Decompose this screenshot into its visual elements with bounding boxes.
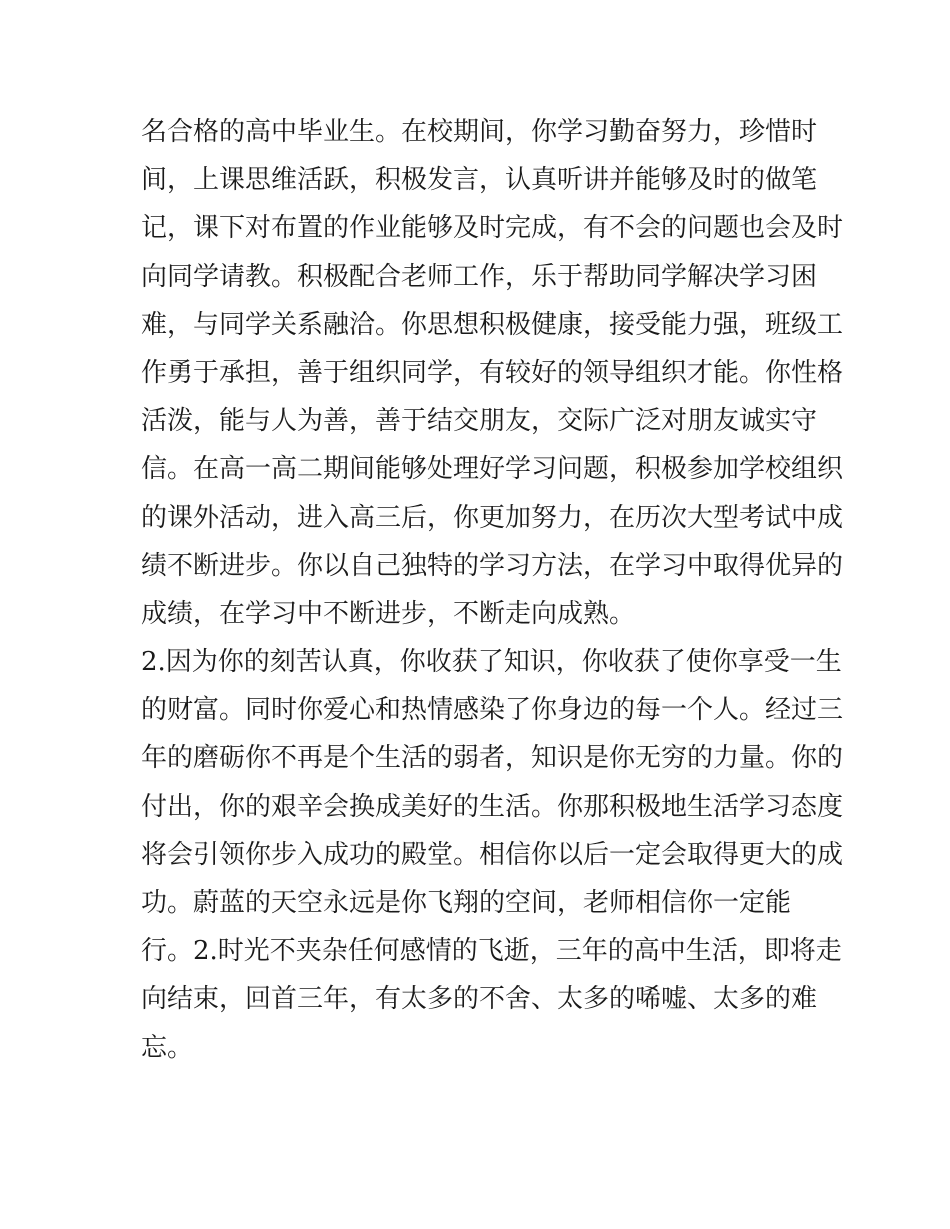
text-line: 将会引领你步入成功的殿堂。相信你以后一定会取得更大的成 bbox=[141, 839, 844, 870]
text-line: 名合格的高中毕业生。在校期间，你学习勤奋努力，珍惜时 bbox=[141, 117, 818, 147]
text-line: 的课外活动，进入高三后，你更加努力，在历次大型考试中成 bbox=[141, 502, 844, 533]
text-line: 向同学请教。积极配合老师工作，乐于帮助同学解决学习困 bbox=[141, 261, 818, 292]
text-line: 付出，你的艰辛会换成美好的生活。你那积极地生活学习态度 bbox=[141, 791, 844, 822]
text-line: 的财富。同时你爱心和热情感染了你身边的每一个人。经过三 bbox=[141, 695, 844, 726]
text-line: 行。2.时光不夹杂任何感情的飞逝，三年的高中生活，即将走 bbox=[141, 936, 842, 967]
body-text bbox=[141, 108, 844, 1072]
text-line: 难，与同学关系融洽。你思想积极健康，接受能力强，班级工 bbox=[141, 309, 844, 340]
text-line: 2.因为你的刻苦认真，你收获了知识，你收获了使你享受一生 bbox=[141, 647, 842, 678]
text-line: 年的磨砺你不再是个生活的弱者，知识是你无穷的力量。你的 bbox=[141, 743, 844, 774]
text-line: 向结束，回首三年，有太多的不舍、太多的唏嘘、太多的难 bbox=[141, 984, 818, 1015]
text-line: 作勇于承担，善于组织同学，有较好的领导组织才能。你性格 bbox=[141, 357, 844, 388]
text-line: 忘。 bbox=[141, 1032, 194, 1063]
text-line: 成绩，在学习中不断进步，不断走向成熟。 bbox=[141, 598, 636, 629]
text-line: 间，上课思维活跃，积极发言，认真听讲并能够及时的做笔 bbox=[141, 165, 818, 196]
text-line: 活泼，能与人为善，善于结交朋友，交际广泛对朋友诚实守 bbox=[141, 406, 818, 437]
text-line: 绩不断进步。你以自己独特的学习方法，在学习中取得优异的 bbox=[141, 550, 844, 581]
text-line: 功。蔚蓝的天空永远是你飞翔的空间，老师相信你一定能 bbox=[141, 888, 792, 918]
text-line: 记，课下对布置的作业能够及时完成，有不会的问题也会及时 bbox=[141, 213, 844, 244]
text-line: 信。在高一高二期间能够处理好学习问题，积极参加学校组织 bbox=[141, 454, 844, 485]
